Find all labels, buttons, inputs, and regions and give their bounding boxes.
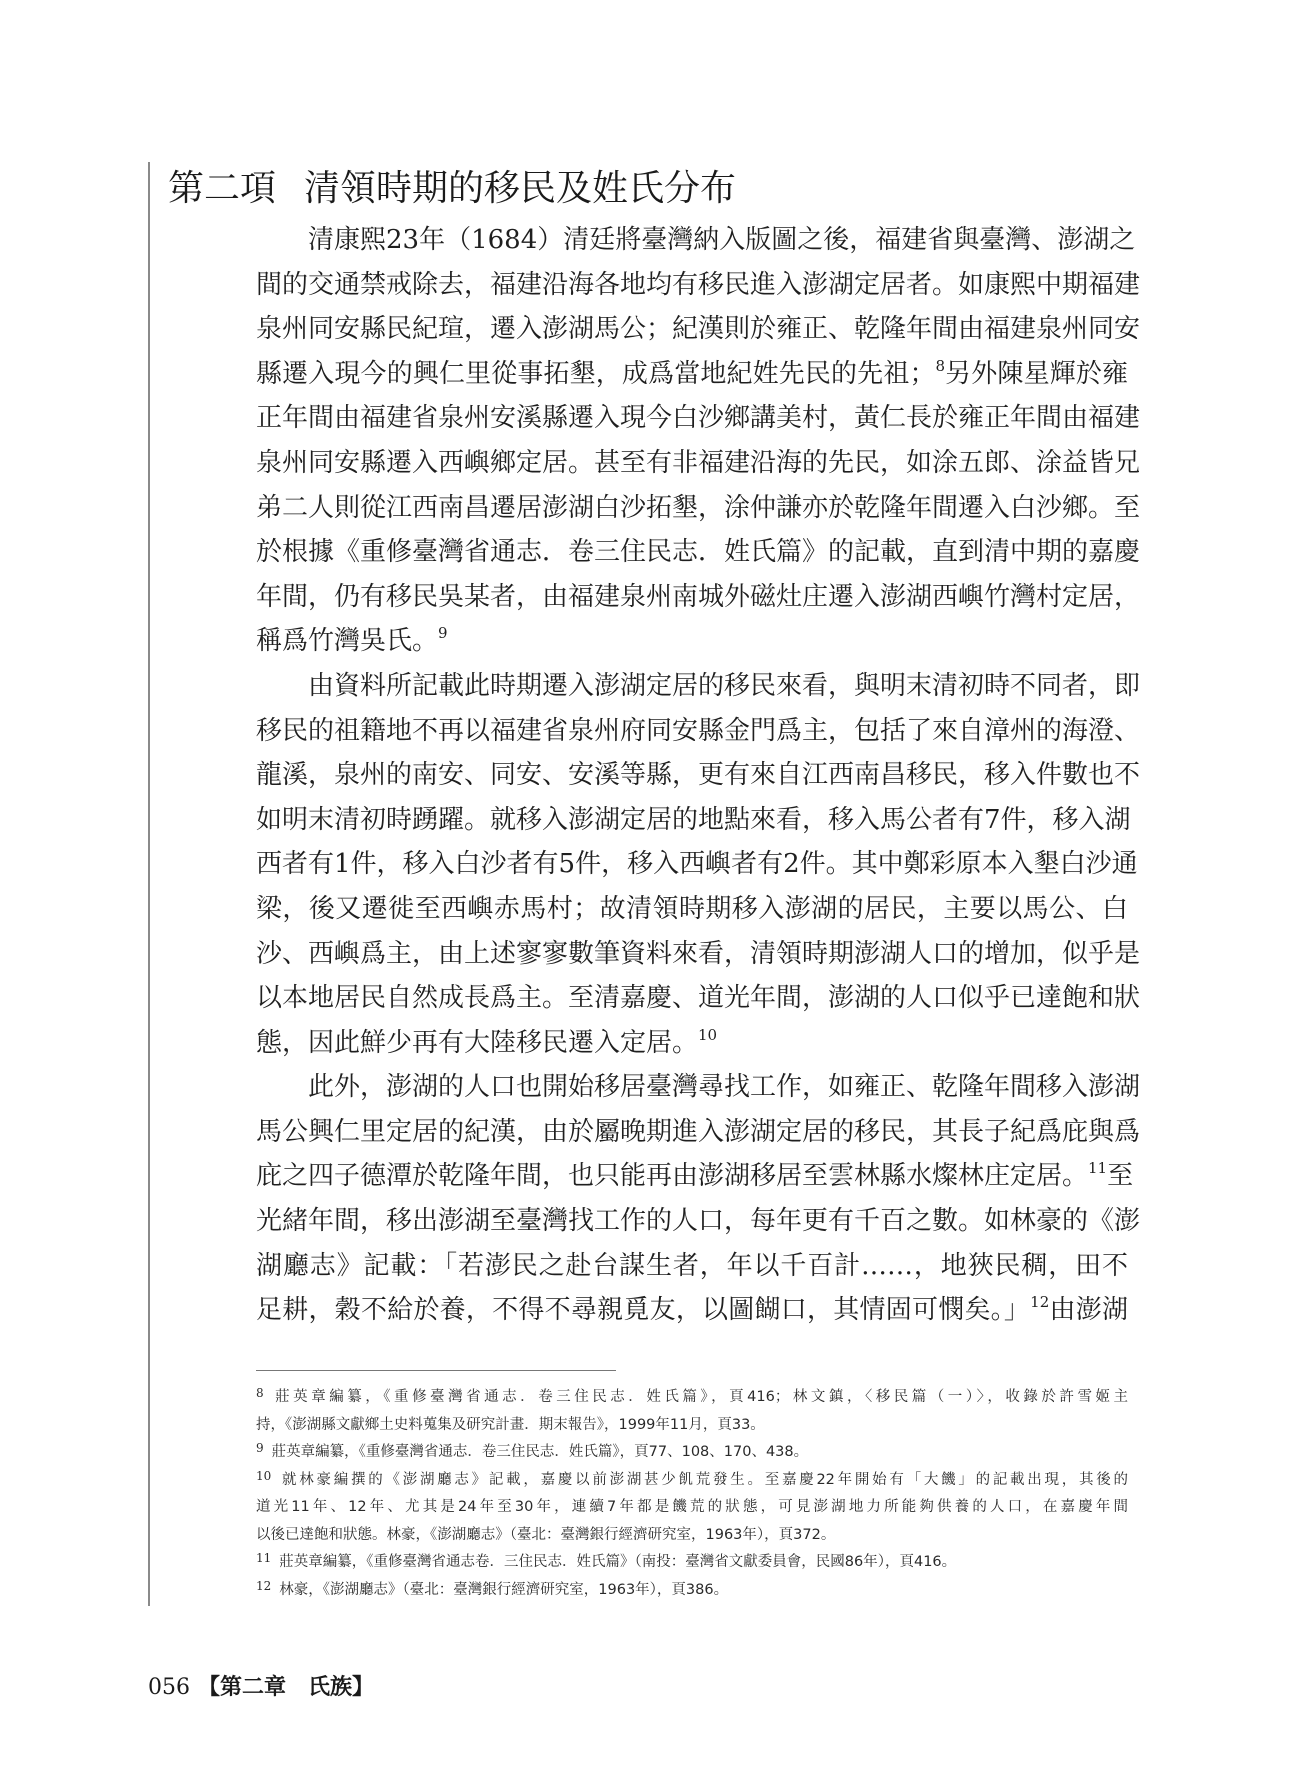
body-line-text: 年間，仍有移民吳某者，由福建泉州南城外磁灶庄遷入澎湖西嶼竹灣村定居， [256, 581, 1141, 612]
footnote-text: 以後已達飽和狀態。林豪，《澎湖廳志》（臺北：臺灣銀行經濟研究室，1963年），頁372。 [256, 1526, 836, 1543]
body-line-text: 光緒年間，移出澎湖至臺灣找工作的人口，每年更有千百之數。如林豪的《澎 [256, 1206, 1141, 1237]
footnote-line [256, 1577, 1128, 1605]
body-line [256, 396, 1141, 441]
body-line [256, 664, 1141, 709]
footnote-line [256, 1384, 1128, 1412]
margin-rule [148, 162, 150, 1606]
footnote-text: 莊英章編纂，《重修臺灣省通志卷．三住民志．姓氏篇》（南投：臺灣省文獻委員會，民國86年），頁416。 [279, 1554, 957, 1570]
footnote-ref: 12 [1030, 1293, 1050, 1312]
body-line-text: 泉州同安縣民紀瑄，遷入澎湖馬公；紀漢則於雍正、乾隆年間由福建泉州同安 [256, 314, 1141, 345]
body-line [256, 1021, 1128, 1066]
body-line [256, 218, 1136, 263]
body-line-text: 清康熙23年（1684）清廷將臺灣納入版圖之後，福建省與臺灣、澎湖之 [308, 225, 1136, 255]
body-line-text: 龍溪，泉州的南安、同安、安溪等縣，更有來自江西南昌移民，移入件數也不 [256, 760, 1141, 791]
body-line-text: 由澎湖 [1049, 1295, 1128, 1326]
footnotes [256, 1384, 1128, 1604]
body-line-text: 於根據《重修臺灣省通志．卷三住民志．姓氏篇》的記載，直到清中期的嘉慶 [256, 537, 1141, 568]
body-line-text: 移民的祖籍地不再以福建省泉州府同安縣金門爲主，包括了來自漳州的海澄、 [256, 715, 1141, 746]
body-line [256, 1065, 1141, 1110]
body-line [256, 263, 1141, 308]
footnote-number: 11 [256, 1551, 272, 1565]
body-line [256, 887, 1128, 932]
body-line [256, 307, 1141, 352]
body-line-text: 正年間由福建省泉州安溪縣遷入現今白沙鄉講美村，黃仁長於雍正年間由福建 [256, 403, 1141, 434]
body-line [256, 709, 1141, 754]
body-line [256, 575, 1141, 620]
chapter-label: 【第二章 氏族】 [198, 1674, 375, 1700]
body-text [256, 218, 1141, 1333]
body-line-text: 態，因此鮮少再有大陸移民遷入定居。 [256, 1027, 699, 1058]
section-title: 清領時期的移民及姓氏分布 [304, 168, 737, 209]
body-line-text: 馬公興仁里定居的紀漢，由於屬晚期進入澎湖定居的移民，其長子紀爲庇與爲 [256, 1116, 1141, 1147]
body-line [256, 1110, 1141, 1155]
body-line-text: 足耕，穀不給於養，不得不尋親覓友，以圖餬口，其情固可憫矣。」 [256, 1295, 1031, 1326]
body-line [256, 1199, 1141, 1244]
footnote-ref: 11 [1088, 1159, 1108, 1178]
body-line-text: 庇之四子德潭於乾隆年間，也只能再由澎湖移居至雲林縣水燦林庄定居。 [256, 1161, 1089, 1192]
body-line-text: 梁，後又遷徙至西嶼赤馬村；故清領時期移入澎湖的居民，主要以馬公、白 [256, 893, 1128, 924]
body-line-text: 弟二人則從江西南昌遷居澎湖白沙拓墾，涂仲謙亦於乾隆年間遷入白沙鄉。至 [256, 492, 1141, 523]
body-line-text: 湖廳志》記載：「若澎民之赴台謀生者，年以千百計……，地狹民稠，田不 [256, 1250, 1128, 1281]
footnote-line [256, 1549, 1128, 1577]
footnote-text: 莊英章編纂，《重修臺灣省通志．卷三住民志．姓氏篇》，頁416；林文鎮，〈移民篇（一）〉，收錄於許雪姬主 [271, 1389, 1128, 1405]
body-line [256, 352, 1128, 397]
footnote-text: 就林豪編撰的《澎湖廳志》記載，嘉慶以前澎湖甚少飢荒發生。至嘉慶22年開始有「大饑」的記載出現，其後的 [279, 1471, 1128, 1488]
footnote-ref: 8 [935, 356, 946, 375]
footnote-line [256, 1439, 1128, 1467]
footnote-line [256, 1412, 1128, 1440]
body-line [256, 486, 1141, 531]
body-line [256, 619, 1128, 664]
body-line-text: 縣遷入現今的興仁里從事拓墾，成爲當地紀姓先民的先祖； [256, 358, 936, 389]
body-line [256, 441, 1141, 486]
footnote-divider [256, 1370, 616, 1371]
footnote-number: 12 [256, 1578, 272, 1593]
body-line-text: 由資料所記載此時期遷入澎湖定居的移民來看，與明末清初時不同者，即 [308, 670, 1141, 701]
body-line-text: 間的交通禁戒除去，福建沿海各地均有移民進入澎湖定居者。如康熙中期福建 [256, 269, 1141, 300]
section-label: 第二項 [168, 168, 277, 209]
body-line-text: 泉州同安縣遷入西嶼鄉定居。甚至有非福建沿海的先民，如涂五郎、涂益皆兄 [256, 447, 1141, 478]
footnote-text: 道光11年、12年、尤其是24年至30年，連續7年都是饑荒的狀態，可見澎湖地力所能夠供養的人口，在嘉慶年間 [256, 1499, 1128, 1515]
body-line-text: 另外陳星輝於雍 [945, 358, 1128, 389]
footnote-ref: 10 [698, 1025, 718, 1044]
body-line [256, 1244, 1128, 1289]
body-line-text: 西者有1件，移入白沙者有5件，移入西嶼者有2件。其中鄭彩原本入墾白沙通 [256, 849, 1138, 880]
footnote-number: 10 [256, 1468, 272, 1483]
body-line [256, 842, 1138, 887]
footnote-line [256, 1522, 1128, 1550]
section-heading [168, 166, 736, 212]
body-line [256, 530, 1141, 575]
body-line-text: 以本地居民自然成長爲主。至清嘉慶、道光年間，澎湖的人口似乎已達飽和狀 [256, 983, 1141, 1014]
footnote-text: 莊英章編纂，《重修臺灣省通志．卷三住民志．姓氏篇》，頁77、108、170、438。 [271, 1444, 809, 1460]
footnote-line [256, 1494, 1128, 1522]
footnote-text: 持，《澎湖縣文獻鄉土史料蒐集及研究計畫．期末報告》，1999年11月，頁33。 [256, 1416, 765, 1433]
body-line [256, 932, 1141, 977]
body-line-text: 沙、西嶼爲主，由上述寥寥數筆資料來看，清領時期澎湖人口的增加，似乎是 [256, 938, 1141, 969]
body-line-text: 至 [1107, 1161, 1134, 1192]
body-line-text: 此外，澎湖的人口也開始移居臺灣尋找工作，如雍正、乾隆年間移入澎湖 [308, 1072, 1141, 1103]
body-line-text: 稱爲竹灣吳氏。 [256, 626, 439, 657]
page-number: 056 [148, 1675, 190, 1700]
body-line [256, 753, 1141, 798]
page-footer [148, 1672, 374, 1703]
body-line [256, 1288, 1128, 1333]
body-line [256, 976, 1141, 1021]
footnote-number: 9 [256, 1441, 264, 1455]
body-line [256, 1154, 1134, 1199]
footnote-text: 林豪，《澎湖廳志》（臺北：臺灣銀行經濟研究室，1963年），頁386。 [279, 1581, 729, 1598]
footnote-number: 8 [256, 1386, 264, 1400]
body-line-text: 如明末清初時踴躍。就移入澎湖定居的地點來看，移入馬公者有7件，移入湖 [256, 804, 1131, 835]
footnote-line [256, 1467, 1128, 1495]
footnote-ref: 9 [438, 624, 448, 643]
body-line [256, 798, 1131, 843]
